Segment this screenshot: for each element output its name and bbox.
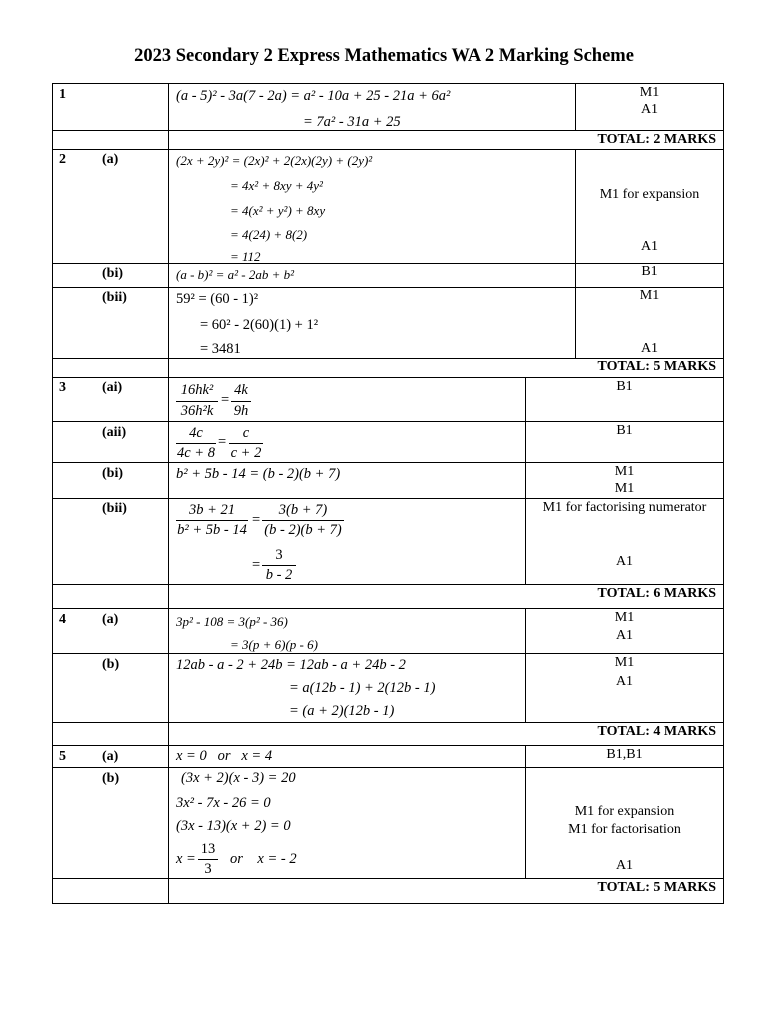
part-label: (bii) bbox=[102, 501, 127, 516]
working-line: = 7a² - 31a + 25 bbox=[303, 114, 401, 130]
total-marks: TOTAL: 6 MARKS bbox=[597, 586, 716, 601]
fraction-denominator: (b - 2)(b + 7) bbox=[264, 522, 342, 538]
working-line: b² + 5b - 14 = (b - 2)(b + 7) bbox=[176, 466, 341, 482]
total-marks: TOTAL: 5 MARKS bbox=[597, 880, 716, 895]
fraction-denominator: 9h bbox=[233, 403, 249, 419]
fraction-numerator: 3 bbox=[275, 547, 283, 563]
part-label: (bi) bbox=[102, 266, 123, 281]
row-divider bbox=[52, 462, 724, 463]
fraction-numerator: 3(b + 7) bbox=[278, 502, 328, 518]
mark-label: B1 bbox=[616, 379, 633, 394]
row-divider bbox=[52, 149, 724, 150]
equals-sign: = bbox=[252, 557, 261, 573]
mark-label: M1 bbox=[639, 288, 660, 303]
part-label: (b) bbox=[102, 657, 120, 672]
fraction-numerator: c bbox=[242, 425, 250, 441]
fraction-denominator: b² + 5b - 14 bbox=[177, 522, 247, 538]
question-number: 4 bbox=[59, 612, 66, 627]
working-line: = 112 bbox=[230, 249, 261, 264]
part-label: (bi) bbox=[102, 466, 123, 481]
fraction-bar bbox=[176, 443, 216, 444]
mark-label: A1 bbox=[615, 858, 634, 873]
mark-label: A1 bbox=[615, 674, 634, 689]
working-line: x = 0 or x = 4 bbox=[176, 748, 273, 764]
page-title: 2023 Secondary 2 Express Mathematics WA 2 Marking Scheme bbox=[134, 46, 634, 66]
question-number: 1 bbox=[59, 87, 66, 102]
question-number: 2 bbox=[59, 152, 66, 167]
mark-label: M1 for factorising numerator bbox=[542, 500, 707, 515]
fraction-denominator: 36h²k bbox=[180, 403, 214, 419]
row-divider bbox=[52, 498, 724, 499]
row-divider bbox=[52, 377, 724, 378]
mark-label: B1 bbox=[641, 264, 658, 279]
working-line: or x = - 2 bbox=[230, 851, 297, 867]
fraction-denominator: 3 bbox=[204, 861, 212, 877]
working-line: (3x + 2)(x - 3) = 20 bbox=[181, 770, 296, 786]
total-marks: TOTAL: 4 MARKS bbox=[597, 724, 716, 739]
mark-label: A1 bbox=[615, 554, 634, 569]
mark-label: B1 bbox=[616, 423, 633, 438]
fraction-bar bbox=[229, 443, 263, 444]
mark-label: A1 bbox=[640, 239, 659, 254]
working-line: 59² = (60 - 1)² bbox=[176, 291, 259, 307]
working-line: 3x² - 7x - 26 = 0 bbox=[176, 795, 271, 811]
working-line: x = bbox=[176, 851, 196, 867]
working-line: 3p² - 108 = 3(p² - 36) bbox=[176, 614, 288, 629]
working-line: (a - 5)² - 3a(7 - 2a) = a² - 10a + 25 - 21a + 6a² bbox=[176, 88, 451, 104]
working-line: = 4(x² + y²) + 8xy bbox=[230, 203, 326, 218]
mark-label: M1 bbox=[614, 610, 635, 625]
part-label: (a) bbox=[102, 749, 119, 764]
row-divider bbox=[52, 608, 724, 609]
fraction-denominator: 4c + 8 bbox=[177, 445, 215, 461]
working-line: = a(12b - 1) + 2(12b - 1) bbox=[289, 680, 436, 696]
mark-label: M1 for factorisation bbox=[568, 822, 681, 837]
fraction-numerator: 13 bbox=[200, 841, 216, 857]
row-divider bbox=[52, 653, 724, 654]
row-divider bbox=[52, 421, 724, 422]
total-marks: TOTAL: 2 MARKS bbox=[597, 132, 716, 147]
row-divider bbox=[52, 878, 724, 879]
mark-label: A1 bbox=[640, 341, 659, 356]
fraction-bar bbox=[176, 401, 218, 402]
mark-label: M1 bbox=[614, 655, 635, 670]
fraction-bar bbox=[231, 401, 251, 402]
working-line: (2x + 2y)² = (2x)² + 2(2x)(2y) + (2y)² bbox=[176, 153, 373, 168]
mark-label: M1 for expansion bbox=[599, 187, 700, 202]
working-line: = 60² - 2(60)(1) + 1² bbox=[200, 317, 319, 333]
part-label: (a) bbox=[102, 612, 119, 627]
working-line: (a - b)² = a² - 2ab + b² bbox=[176, 267, 295, 282]
working-line: = 4(24) + 8(2) bbox=[230, 227, 308, 242]
part-label: (ai) bbox=[102, 380, 123, 395]
question-number: 5 bbox=[59, 749, 66, 764]
part-label: (aii) bbox=[102, 425, 127, 440]
fraction-denominator: b - 2 bbox=[265, 567, 293, 583]
mark-label: M1 bbox=[614, 464, 635, 479]
working-line: = 3481 bbox=[200, 341, 241, 357]
mark-label: B1,B1 bbox=[606, 747, 643, 762]
row-divider bbox=[52, 745, 724, 746]
working-line: (3x - 13)(x + 2) = 0 bbox=[176, 818, 291, 834]
fraction-bar bbox=[262, 565, 296, 566]
fraction-bar bbox=[176, 520, 248, 521]
fraction-numerator: 4k bbox=[234, 382, 248, 398]
mark-label: M1 bbox=[639, 85, 660, 100]
row-divider bbox=[52, 722, 724, 723]
fraction-bar bbox=[262, 520, 344, 521]
mark-label: M1 bbox=[614, 481, 635, 496]
column-divider bbox=[168, 83, 169, 904]
question-number: 3 bbox=[59, 380, 66, 395]
mark-label: A1 bbox=[640, 102, 659, 117]
fraction-numerator: 4c bbox=[189, 425, 203, 441]
total-marks: TOTAL: 5 MARKS bbox=[597, 359, 716, 374]
part-label: (a) bbox=[102, 152, 119, 167]
fraction-numerator: 16hk² bbox=[180, 382, 214, 398]
working-line: = 3(p + 6)(p - 6) bbox=[230, 637, 318, 652]
row-divider bbox=[52, 584, 724, 585]
equals-sign: = bbox=[221, 392, 230, 408]
working-line: = (a + 2)(12b - 1) bbox=[289, 703, 395, 719]
working-line: 12ab - a - 2 + 24b = 12ab - a + 24b - 2 bbox=[176, 657, 406, 673]
mark-label: M1 for expansion bbox=[574, 804, 675, 819]
fraction-denominator: c + 2 bbox=[230, 445, 262, 461]
mark-label: A1 bbox=[615, 628, 634, 643]
part-label: (b) bbox=[102, 771, 120, 786]
equals-sign: = bbox=[252, 512, 261, 528]
equals-sign: = bbox=[218, 434, 227, 450]
part-label: (bii) bbox=[102, 290, 127, 305]
row-divider bbox=[52, 767, 724, 768]
fraction-numerator: 3b + 21 bbox=[188, 502, 236, 518]
working-line: = 4x² + 8xy + 4y² bbox=[230, 178, 323, 193]
fraction-bar bbox=[198, 859, 218, 860]
